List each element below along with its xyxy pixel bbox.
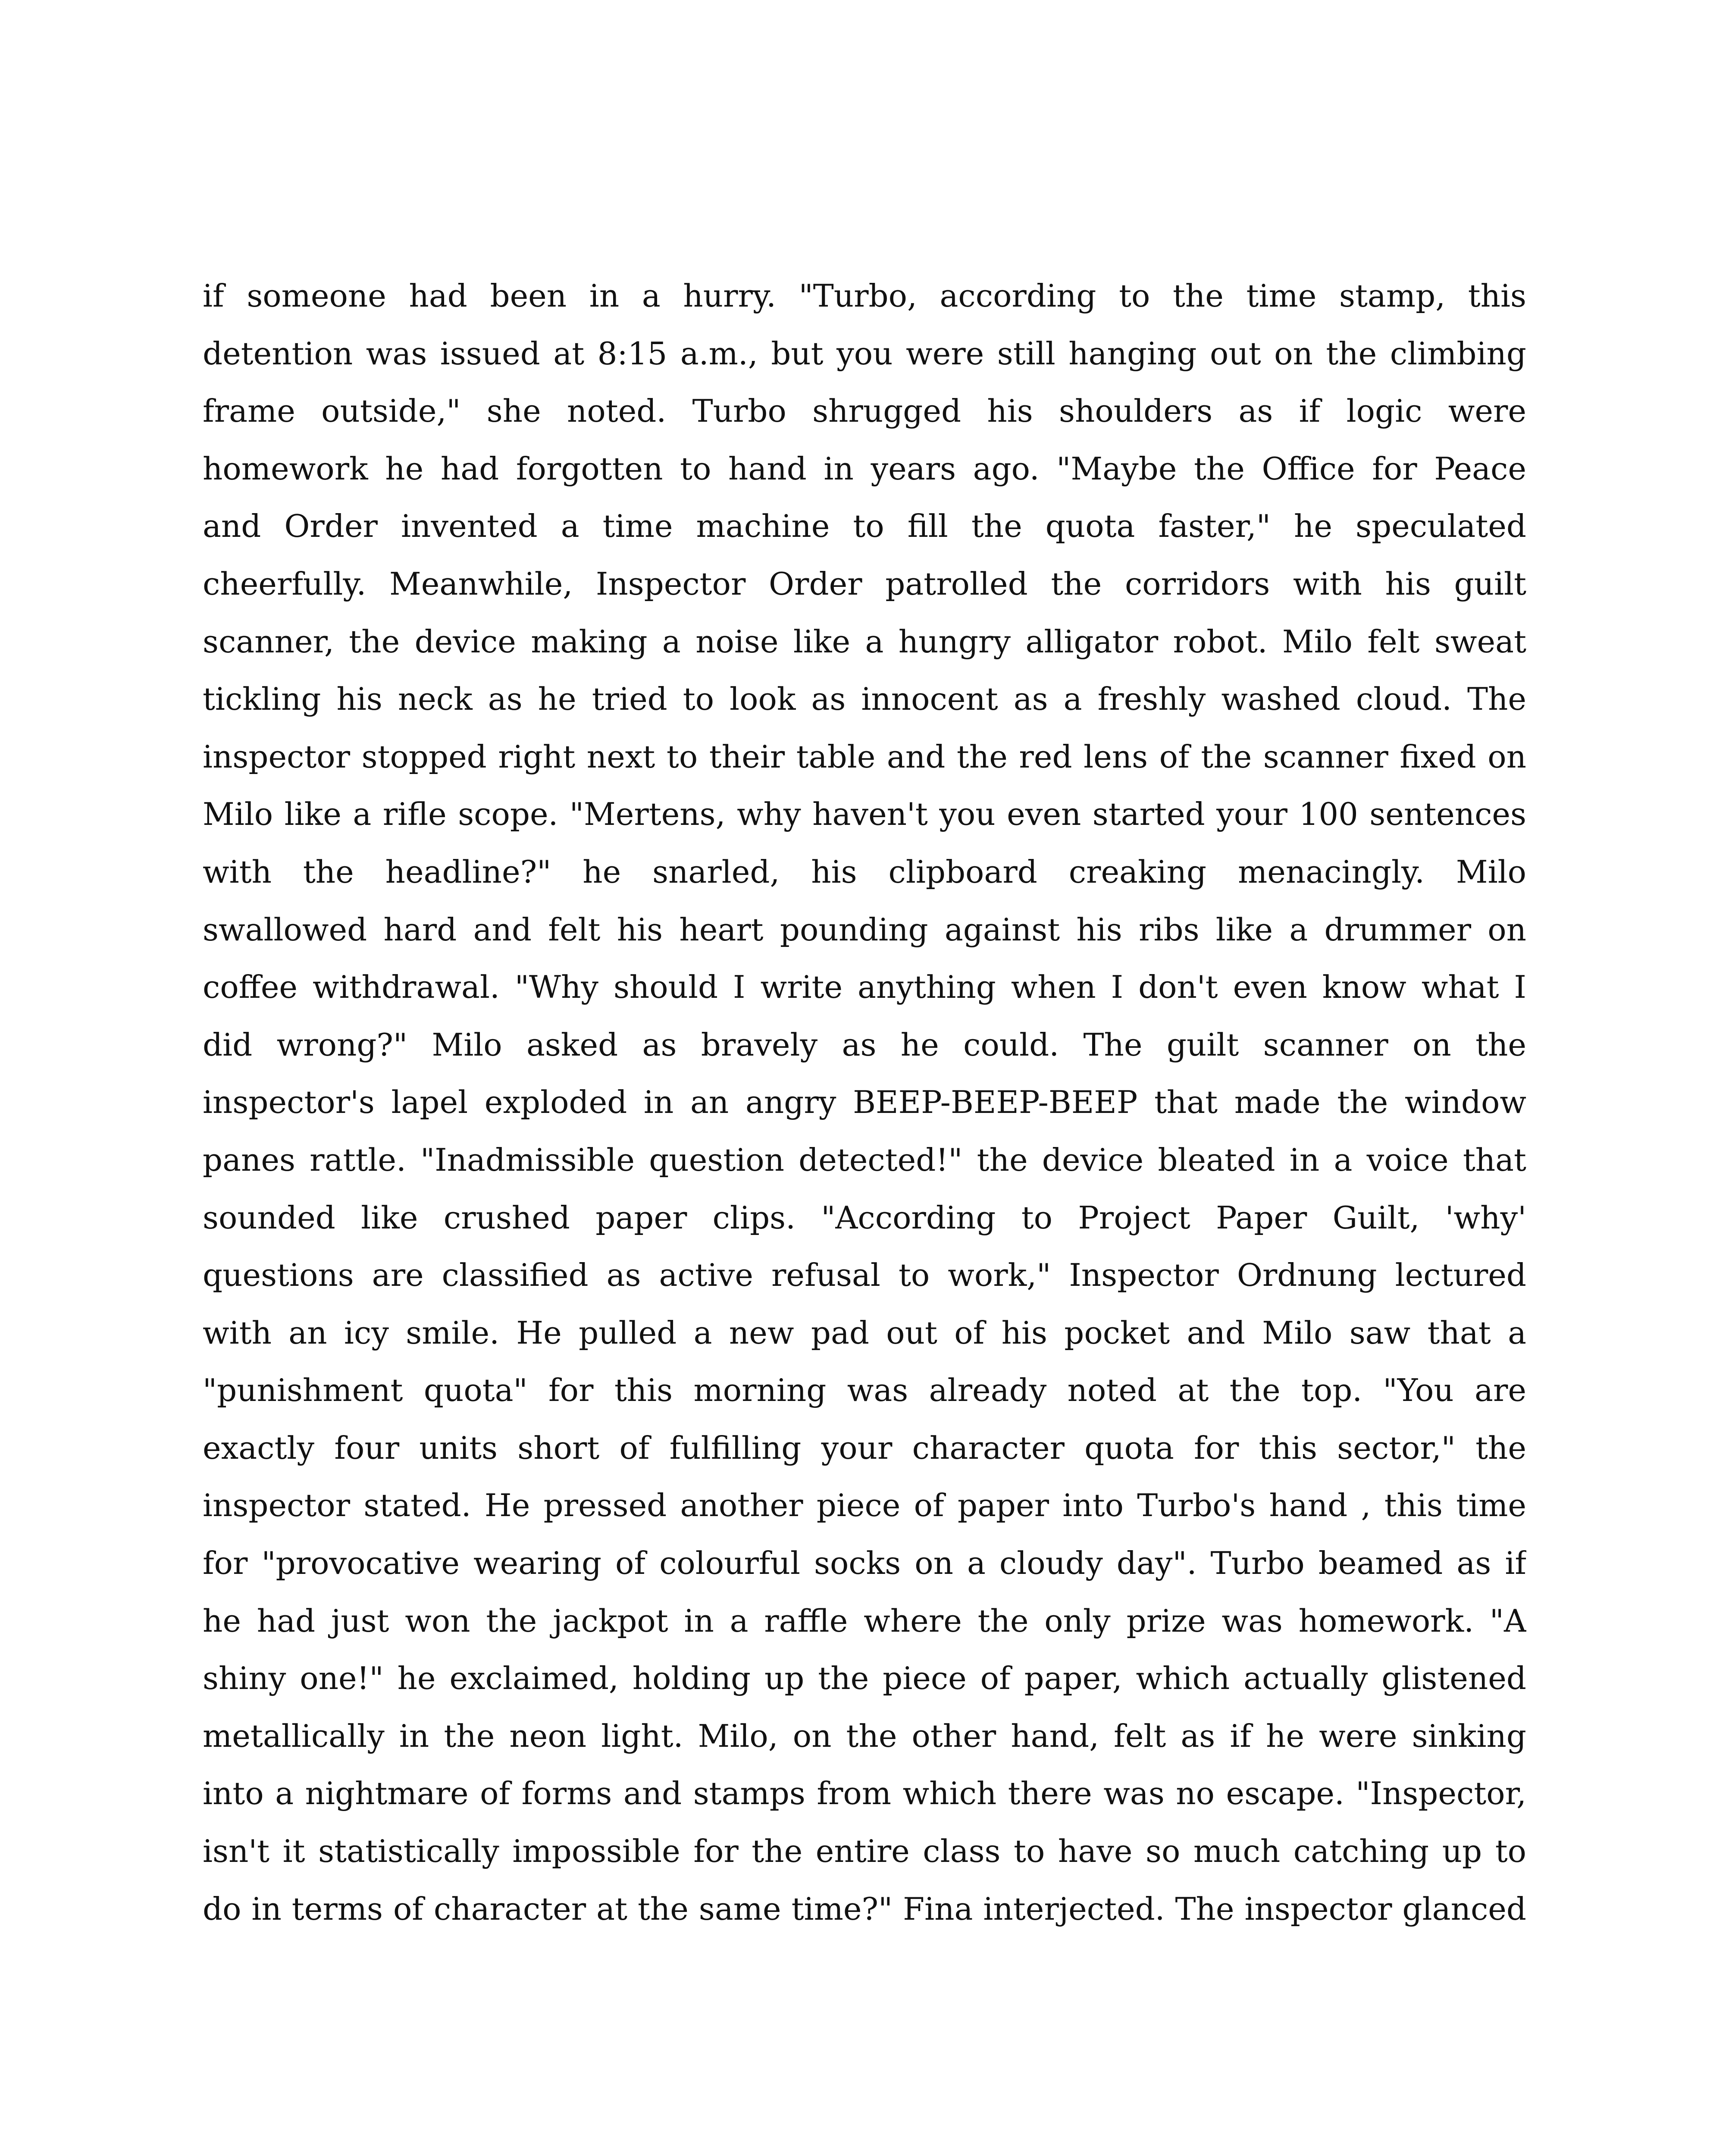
- text-line: do in terms of character at the same time?" Fina interjected. The inspector glanced: [203, 1890, 1526, 1927]
- text-line: scanner, the device making a noise like a hungry alligator robot. Milo felt sweat: [203, 623, 1526, 660]
- text-line: if someone had been in a hurry. "Turbo, according to the time stamp, this: [203, 278, 1526, 314]
- text-line: detention was issued at 8:15 a.m., but you were still hanging out on the climbing: [203, 335, 1526, 372]
- text-line: with the headline?" he snarled, his clipboard creaking menacingly. Milo: [203, 853, 1526, 890]
- text-line: and Order invented a time machine to fill the quota faster," he speculated: [203, 508, 1526, 545]
- text-line: for "provocative wearing of colourful socks on a cloudy day". Turbo beamed as if: [203, 1545, 1526, 1582]
- text-line: panes rattle. "Inadmissible question detected!" the device bleated in a voice that: [203, 1141, 1526, 1178]
- text-line: exactly four units short of fulfilling your character quota for this sector," the: [203, 1429, 1526, 1466]
- text-line: metallically in the neon light. Milo, on the other hand, felt as if he were sinking: [203, 1717, 1526, 1754]
- body-text: [203, 267, 1526, 1938]
- text-line: cheerfully. Meanwhile, Inspector Order patrolled the corridors with his guilt: [203, 565, 1526, 602]
- text-line: swallowed hard and felt his heart pounding against his ribs like a drummer on: [203, 911, 1526, 948]
- text-line: inspector stated. He pressed another piece of paper into Turbo's hand , this time: [203, 1487, 1526, 1524]
- text-line: tickling his neck as he tried to look as innocent as a freshly washed cloud. The: [203, 681, 1526, 718]
- text-line: questions are classified as active refusal to work," Inspector Ordnung lectured: [203, 1257, 1526, 1294]
- text-line: with an icy smile. He pulled a new pad out of his pocket and Milo saw that a: [203, 1314, 1526, 1351]
- text-line: he had just won the jackpot in a raffle where the only prize was homework. "A: [203, 1602, 1526, 1639]
- text-line: frame outside," she noted. Turbo shrugged his shoulders as if logic were: [203, 393, 1526, 429]
- text-line: "punishment quota" for this morning was already noted at the top. "You are: [203, 1372, 1526, 1409]
- text-line: homework he had forgotten to hand in years ago. "Maybe the Office for Peace: [203, 450, 1526, 487]
- text-line: shiny one!" he exclaimed, holding up the piece of paper, which actually glistened: [203, 1660, 1526, 1697]
- text-line: sounded like crushed paper clips. "According to Project Paper Guilt, 'why': [203, 1199, 1526, 1236]
- text-line: isn't it statistically impossible for the entire class to have so much catching up to: [203, 1833, 1526, 1870]
- text-line: into a nightmare of forms and stamps from which there was no escape. "Inspector,: [203, 1775, 1526, 1812]
- text-line: inspector stopped right next to their table and the red lens of the scanner fixed on: [203, 738, 1526, 775]
- text-line: Milo like a rifle scope. "Mertens, why haven't you even started your 100 sentences: [203, 796, 1526, 833]
- text-line: coffee withdrawal. "Why should I write anything when I don't even know what I: [203, 969, 1526, 1006]
- text-line: inspector's lapel exploded in an angry BEEP-BEEP-BEEP that made the window: [203, 1084, 1526, 1121]
- text-line: did wrong?" Milo asked as bravely as he could. The guilt scanner on the: [203, 1026, 1526, 1063]
